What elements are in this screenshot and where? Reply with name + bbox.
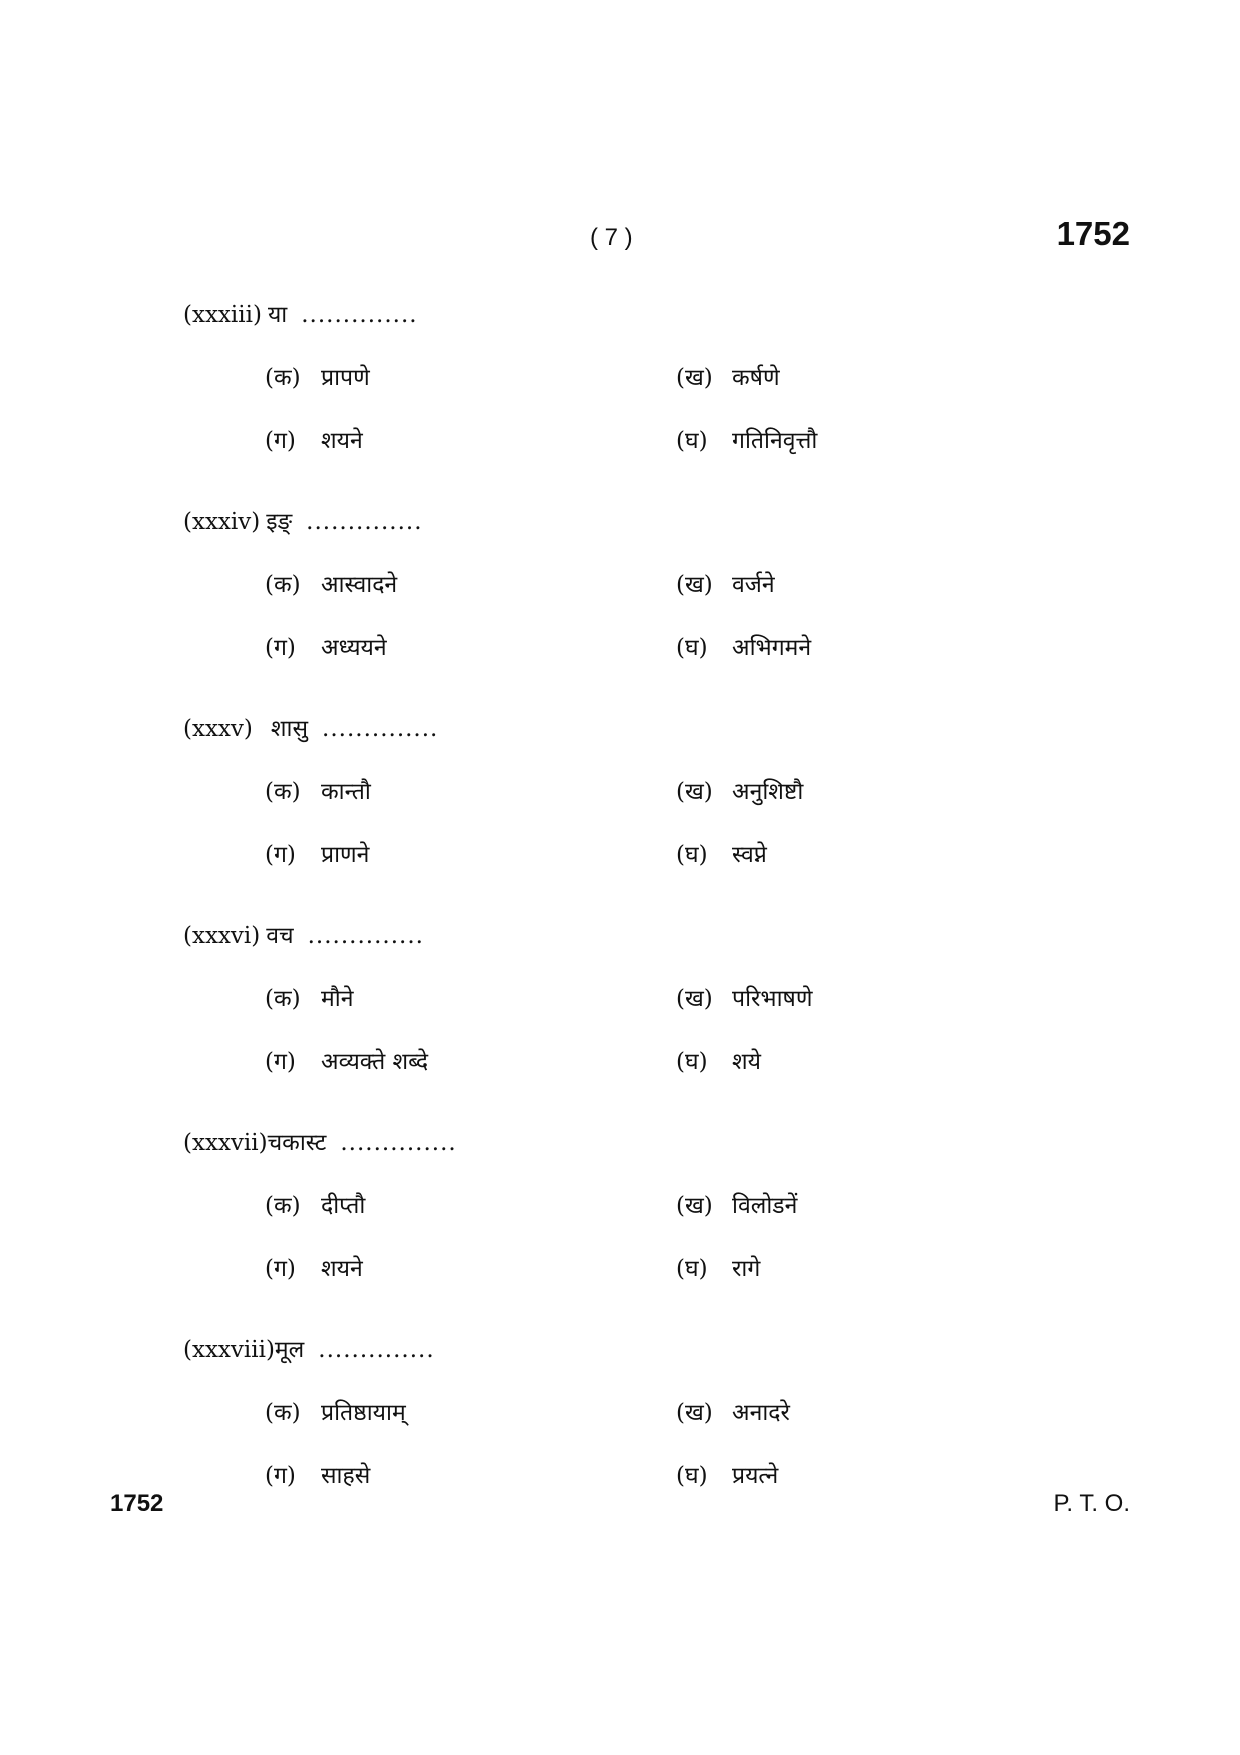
option-label: (ग) xyxy=(265,1256,296,1282)
option-text: गतिनिवृत्तौ xyxy=(732,428,818,454)
question-word: चकास्ट xyxy=(267,1130,327,1156)
answer-blank: .............. xyxy=(318,1337,435,1363)
option-label: (घ) xyxy=(676,635,708,661)
question-word: वच xyxy=(266,923,294,949)
option-kha xyxy=(676,360,780,392)
option-ka xyxy=(265,1188,365,1220)
option-label: (ग) xyxy=(265,1463,296,1489)
option-ga xyxy=(265,837,369,869)
option-text: अनादरे xyxy=(732,1400,790,1426)
option-label: (क) xyxy=(265,779,301,805)
question-xxxvii xyxy=(183,1125,457,1157)
option-text: दीप्तौ xyxy=(321,1193,366,1219)
option-text: रागे xyxy=(732,1256,761,1282)
option-label: (ग) xyxy=(265,842,296,868)
option-text: अव्यक्ते शब्दे xyxy=(321,1049,429,1075)
option-ka xyxy=(265,774,371,806)
option-text: कर्षणे xyxy=(732,365,780,391)
option-text: आस्वादने xyxy=(321,572,398,598)
option-kha xyxy=(676,774,803,806)
option-kha xyxy=(676,1188,797,1220)
answer-blank: .............. xyxy=(340,1130,457,1156)
option-text: शये xyxy=(732,1049,761,1075)
option-ga xyxy=(265,1044,428,1076)
option-ga xyxy=(265,1251,363,1283)
option-label: (क) xyxy=(265,1400,301,1426)
answer-blank: .............. xyxy=(307,923,424,949)
option-label: (घ) xyxy=(676,842,708,868)
option-label: (ग) xyxy=(265,635,296,661)
option-ka xyxy=(265,567,397,599)
answer-blank: .............. xyxy=(322,716,439,742)
option-text: स्वप्ने xyxy=(732,842,767,868)
option-text: अध्ययने xyxy=(321,635,387,661)
option-text: साहसे xyxy=(321,1463,371,1489)
option-gha xyxy=(676,1458,778,1490)
question-xxxviii xyxy=(183,1332,435,1364)
option-text: प्रतिष्ठायाम् xyxy=(321,1400,406,1426)
option-ka xyxy=(265,1395,406,1427)
pto-label: P. T. O. xyxy=(1053,1490,1130,1517)
option-ga xyxy=(265,423,363,455)
page-number: ( 7 ) xyxy=(590,224,633,251)
question-word: शासु xyxy=(270,716,309,742)
option-label: (ख) xyxy=(676,572,713,598)
option-gha xyxy=(676,630,811,662)
option-kha xyxy=(676,981,812,1013)
option-text: कान्तौ xyxy=(321,779,371,805)
option-text: अभिगमने xyxy=(732,635,812,661)
question-word: मूल xyxy=(274,1337,305,1363)
question-xxxv xyxy=(183,711,438,743)
question-number: (xxxvii) xyxy=(183,1130,268,1156)
option-label: (घ) xyxy=(676,1049,708,1075)
option-text: प्रापणे xyxy=(321,365,370,391)
option-label: (ख) xyxy=(676,986,713,1012)
option-text: वर्जने xyxy=(732,572,775,598)
question-number: (xxxiv) xyxy=(183,509,261,535)
paper-code-header: 1752 xyxy=(1056,215,1130,252)
question-number: (xxxviii) xyxy=(183,1337,275,1363)
option-text: प्रयत्ने xyxy=(732,1463,779,1489)
option-ga xyxy=(265,630,387,662)
option-label: (क) xyxy=(265,365,301,391)
question-number: (xxxv) xyxy=(183,716,253,742)
option-ga xyxy=(265,1458,370,1490)
option-kha xyxy=(676,1395,790,1427)
option-text: परिभाषणे xyxy=(732,986,813,1012)
question-word: या xyxy=(267,302,288,328)
option-text: प्राणने xyxy=(321,842,370,868)
paper-code-footer: 1752 xyxy=(110,1490,164,1517)
option-label: (ग) xyxy=(265,1049,296,1075)
answer-blank: .............. xyxy=(306,509,423,535)
option-label: (घ) xyxy=(676,1256,708,1282)
option-text: शयने xyxy=(321,428,363,454)
option-text: शयने xyxy=(321,1256,363,1282)
option-gha xyxy=(676,837,767,869)
option-label: (ग) xyxy=(265,428,296,454)
option-ka xyxy=(265,360,370,392)
option-kha xyxy=(676,567,775,599)
option-label: (ख) xyxy=(676,1193,713,1219)
option-label: (क) xyxy=(265,986,301,1012)
question-xxxiii xyxy=(183,297,418,329)
option-text: मौने xyxy=(321,986,354,1012)
option-label: (ख) xyxy=(676,779,713,805)
question-xxxiv xyxy=(183,504,423,536)
question-word: इङ् xyxy=(266,509,293,535)
option-label: (ख) xyxy=(676,1400,713,1426)
option-gha xyxy=(676,1044,761,1076)
option-text: विलोडनें xyxy=(732,1193,798,1219)
option-label: (क) xyxy=(265,572,301,598)
option-ka xyxy=(265,981,353,1013)
option-gha xyxy=(676,1251,760,1283)
option-label: (ख) xyxy=(676,365,713,391)
option-text: अनुशिष्टौ xyxy=(732,779,804,805)
option-label: (क) xyxy=(265,1193,301,1219)
question-xxxvi xyxy=(183,918,424,950)
question-number: (xxxvi) xyxy=(183,923,261,949)
option-gha xyxy=(676,423,817,455)
option-label: (घ) xyxy=(676,428,708,454)
answer-blank: .............. xyxy=(301,302,418,328)
option-label: (घ) xyxy=(676,1463,708,1489)
question-number: (xxxiii) xyxy=(183,302,262,328)
